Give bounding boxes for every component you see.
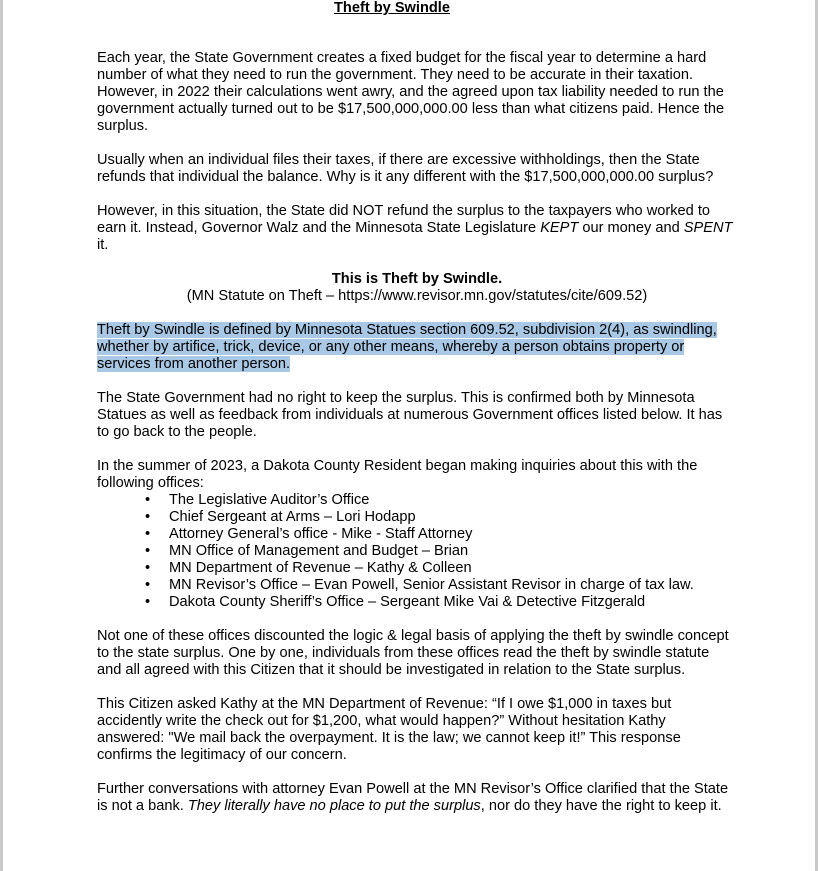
text-segment: However, in this situation, the State did NOT refund the surplus to the taxpayers who worked to earn it. Instead, Governor Walz and the Minnesota State Legislature (97, 203, 710, 236)
paragraph-kathy-quote: This Citizen asked Kathy at the MN Department of Revenue: “If I owe $1,000 in taxes but accidently write the check out for $1,200, what would happen?” Without hesitation Kathy answered: "We mail back the overpayment. It is the law; we cannot keep it!” This response confirms the legitimacy of our concern. (97, 696, 681, 763)
text-segment: our money and (578, 220, 684, 236)
text-segment: it. (97, 237, 109, 253)
paragraph-not-refunded (97, 203, 737, 254)
statute-reference[interactable]: (MN Statute on Theft – https://www.revisor.mn.gov/statutes/cite/609.52) (186, 288, 648, 304)
emphasis-spent: SPENT (683, 220, 733, 236)
section-heading: This is Theft by Swindle. (331, 271, 503, 287)
document-title: Theft by Swindle (334, 0, 450, 16)
paragraph-not-a-bank (97, 781, 737, 815)
text-segment: Further conversations with attorney Evan Powell at the MN Revisor’s Office clarified that the State is not a bank. (97, 781, 729, 814)
list-item: • MN Revisor’s Office – Evan Powell, Senior Assistant Revisor in charge of tax law. (169, 577, 737, 594)
paragraph-not-discounted: Not one of these offices discounted the logic & legal basis of applying the theft by swindle concept to the state surplus. One by one, individuals from these offices read the theft by swindle statute and all agreed with this Citizen that it should be investigated in relation to the State surplus. (97, 628, 729, 678)
list-item: • MN Office of Management and Budget – Brian (169, 543, 737, 560)
emphasis-kept: KEPT (540, 220, 579, 236)
paragraph-budget: Each year, the State Government creates a fixed budget for the fiscal year to determine a hard number of what they need to run the government. They need to be accurate in their taxation. However, in 2022 their calculations went awry, and the agreed upon tax liability needed to run the government actually turned out to be $17,500,000,000.00 less than what citizens paid. Hence the surplus. (97, 50, 725, 134)
definition-highlighted[interactable] (97, 322, 737, 373)
page-edge-left (0, 0, 3, 871)
text-segment: , nor do they have the right to keep it. (480, 798, 722, 814)
highlighted-text[interactable]: Theft by Swindle is defined by Minnesota Statues section 609.52, subdivision 2(4), as swindling, whether by artifice, trick, device, or any other means, whereby a person obtains property or services from another person. (97, 322, 717, 372)
list-item: • Dakota County Sheriff’s Office – Sergeant Mike Vai & Detective Fitzgerald (169, 594, 737, 611)
list-item: • Chief Sergeant at Arms – Lori Hodapp (169, 509, 737, 526)
list-item: • Attorney General’s office - Mike - Staff Attorney (169, 526, 737, 543)
list-item: • The Legislative Auditor’s Office (169, 492, 737, 509)
paragraph-no-right: The State Government had no right to keep the surplus. This is confirmed both by Minnesota Statues as well as feedback from individuals at numerous Government offices listed below. It has to go back to the people. (97, 390, 723, 440)
document-body (97, 0, 737, 815)
emphasis-no-place: They literally have no place to put the surplus (187, 798, 481, 814)
paragraph-refunds: Usually when an individual files their taxes, if there are excessive withholdings, then the State refunds that individual the balance. Why is it any different with the $17,500,000,000.00 surplus? (97, 152, 714, 185)
list-item: • MN Department of Revenue – Kathy & Colleen (169, 560, 737, 577)
offices-list (97, 492, 737, 611)
paragraph-inquiries: In the summer of 2023, a Dakota County Resident began making inquiries about this with the following offices: (97, 458, 698, 491)
